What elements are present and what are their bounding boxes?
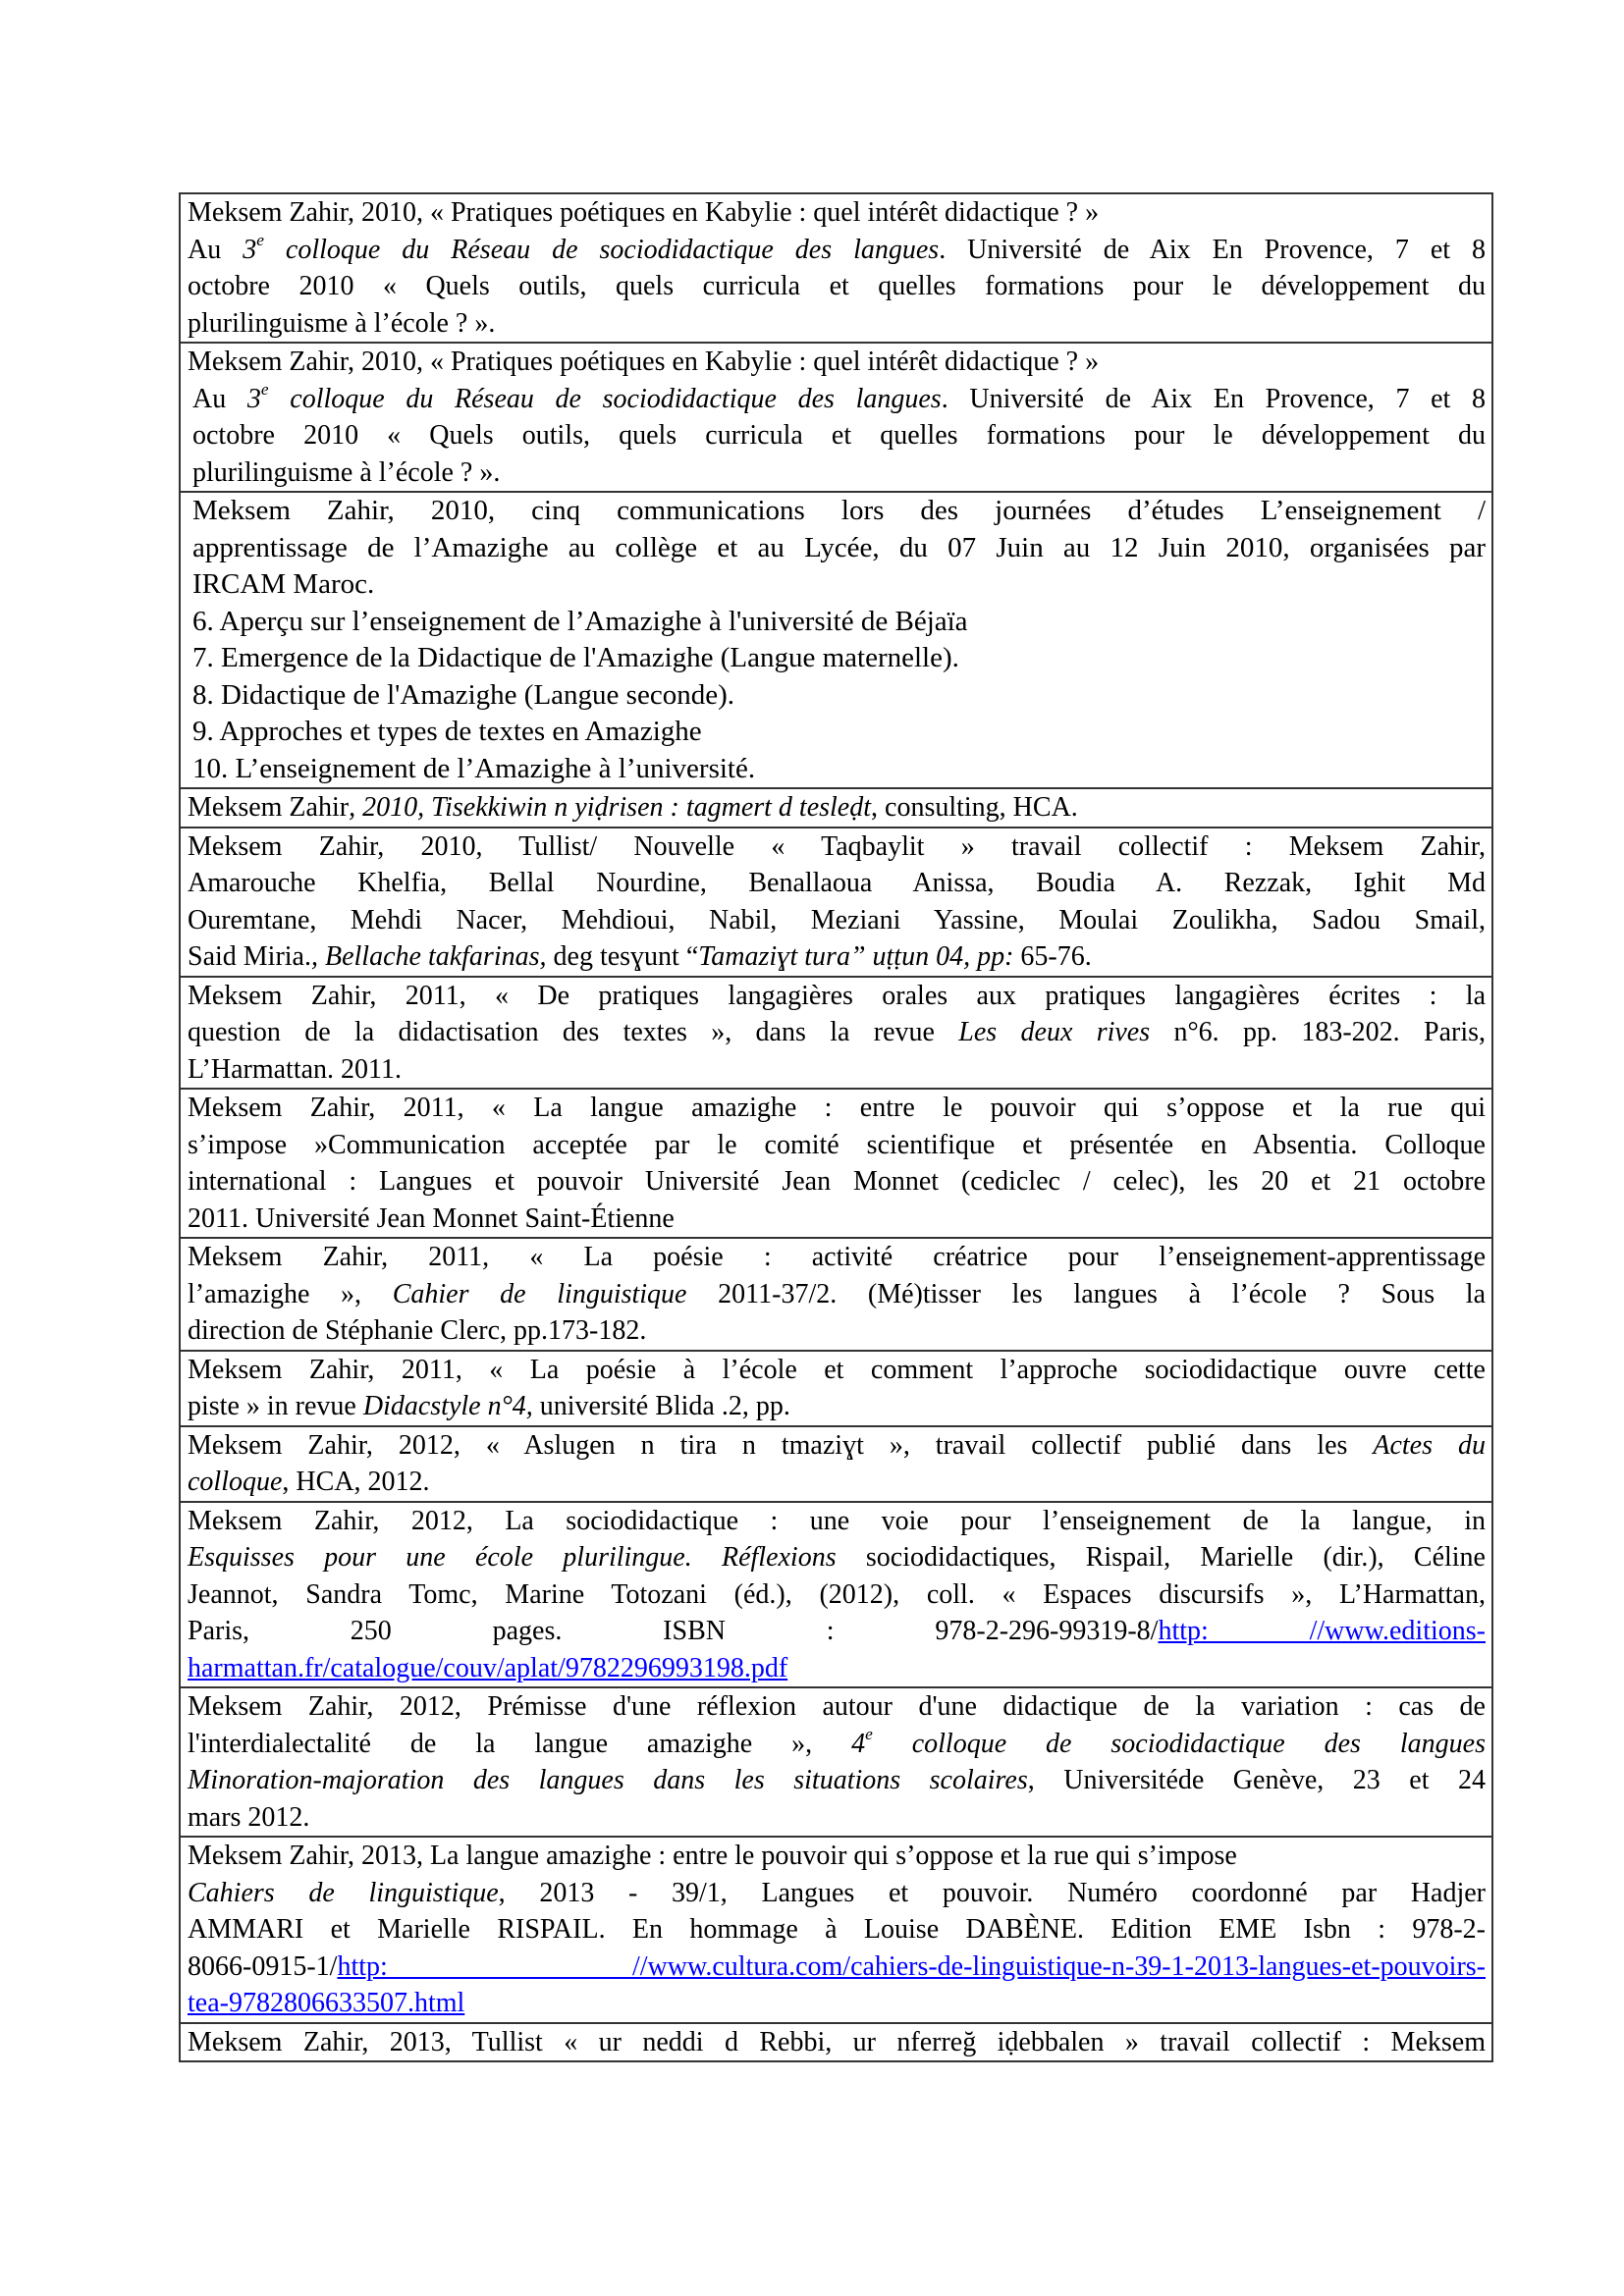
entry-line [188,1464,1486,1501]
entry-line [188,1613,1486,1650]
bibliography-entry [180,788,1492,828]
italic-title: Cahiers de linguistique [188,1877,499,1908]
ordinal: 3 [243,234,257,265]
entry-line [188,1014,1486,1051]
entry-line: octobre 2010 « Quels outils, quels curricula et quelles formations pour le développement du [188,271,1486,301]
communication-item: 9. Approches et types de textes en Amazighe [192,716,702,747]
bibliography-entry [180,343,1492,492]
table-row [180,1687,1492,1837]
entry-line: Jeannot, Sandra Tomc, Marine Totozani (éd.), (2012), coll. « Espaces discursifs », L’Harmattan, [188,1578,1486,1610]
entry-line: Meksem Zahir, 2011, « De pratiques langagières orales aux pratiques langagières écrites : la [188,980,1486,1011]
bibliography-entry [180,1687,1492,1837]
communication-item: 8. Didactique de l'Amazighe (Langue seconde). [192,678,734,711]
superscript: e [256,230,264,249]
text: , HCA, 2012. [282,1467,430,1497]
entry-line: Meksem Zahir, 2013, Tullist « ur neddi d Rebbi, ur nferreğ iḍebbalen » travail collectif : Meksem [188,2026,1486,2057]
text: Au [192,383,247,414]
communication-item: 10. L’enseignement de l’Amazighe à l’université. [192,752,756,784]
text: 8066-0915-1/ [188,1950,338,1982]
entry-line: Meksem Zahir, 2010, « Pratiques poétiques en Kabylie : quel intérêt didactique ? » [188,347,1100,377]
table-row [180,788,1492,828]
text: 65-76. [1013,941,1092,972]
text: deg tesɣunt “ [546,941,699,972]
entry-line [188,1726,1486,1763]
entry-line: plurilinguisme à l’école ? ». [192,456,501,488]
entry-line: Meksem Zahir, 2011, « La langue amazighe : entre le pouvoir qui s’oppose et la rue qui [188,1093,1486,1123]
table-row [180,193,1492,343]
bibliography-entry [180,193,1492,343]
entry-line [188,1949,1486,1986]
italic-title: colloque [188,1467,283,1497]
table-row [180,1502,1492,1688]
text: , Universitéde Genève, 23 et 24 [1027,1765,1486,1795]
italic-title: colloque du Réseau de sociodidactique des langues [263,234,940,265]
entry-line: international : Langues et pouvoir Université Jean Monnet (cediclec / celec), les 20 et 21 octobre [188,1166,1486,1197]
text: Said Miria. [188,941,311,972]
text: 2011-37/2. (Mé)tisser les langues à l’école ? Sous la [686,1278,1486,1309]
entry-line: Meksem Zahir, 2012, Prémisse d'une réflexion autour d'une didactique de la variation : cas de [188,1691,1486,1722]
cultura-link-continued[interactable]: tea-9782806633507.html [188,1988,465,2018]
text: n°6. pp. 183-202. Paris, [1150,1017,1486,1047]
ordinal: 4 [851,1728,866,1759]
entry-line: octobre 2010 « Quels outils, quels curricula et quelles formations pour le développement du [192,420,1486,451]
entry-line: Amarouche Khelfia, Bellal Nourdine, Benallaoua Anissa, Boudia A. Rezzak, Ighit Md [188,868,1486,898]
entry-line: Meksem Zahir, 2012, La sociodidactique : une voie pour l’enseignement de la langue, in [188,1505,1486,1536]
entry-line [188,1650,1486,1687]
italic-title: Didacstyle n°4, [362,1391,533,1421]
text: Au [188,234,244,265]
table-row [180,343,1492,492]
bibliography-entry [180,977,1492,1090]
italic-title: Actes du [1373,1429,1486,1461]
superscript: e [865,1724,873,1743]
bibliography-entry [180,1089,1492,1238]
entry-line: Meksem Zahir, 2010, Tullist/ Nouvelle « Taqbaylit » travail collectif : Meksem Zahir, [188,830,1486,862]
ordinal: 3 [246,383,261,414]
bibliography-entry [180,1426,1492,1502]
bibliography-entry [180,1502,1492,1688]
text: , consulting, HCA. [871,792,1078,823]
table-row [180,1426,1492,1502]
text: . Université de Aix En Provence, 7 et 8 [939,234,1486,265]
entry-line [188,232,1486,269]
bibliography-entry [180,1238,1492,1351]
bibliography-entry [180,1351,1492,1426]
entry-line: IRCAM Maroc. [192,568,375,600]
entry-line: L’Harmattan. 2011. [188,1053,402,1085]
entry-line: Meksem Zahir, 2011, « La poésie : activité créatrice pour l’enseignement-apprentissage [188,1242,1486,1272]
entry-line [188,938,1486,976]
table-row [180,1351,1492,1426]
text: Paris, 250 pages. ISBN : 978-2-296-99319-8/ [188,1616,1159,1646]
bibliography-entry [180,1837,1492,2023]
italic-title: , 2010, Tisekkiwin n yiḍrisen : tagmert d tesleḍt [349,792,872,823]
bibliography-entry [180,2023,1492,2062]
bibliography-entry [180,492,1492,788]
entry-line: direction de Stéphanie Clerc, pp.173-182. [188,1315,647,1346]
entry-line: Meksem Zahir, 2011, « La poésie à l’école et comment l’approche sociodidactique ouvre cette [188,1354,1486,1385]
document-page [179,192,1493,2062]
table-row [180,828,1492,977]
entry-line: Meksem Zahir, 2010, « Pratiques poétiques en Kabylie : quel intérêt didactique ? » [188,197,1100,228]
entry-line [188,381,1486,418]
entry-line: apprentissage de l’Amazighe au collège et au Lycée, du 07 Juin au 12 Juin 2010, organisées par [192,531,1486,563]
communication-item: 6. Aperçu sur l’enseignement de l’Amazighe à l'université de Béjaïa [192,605,968,637]
table-row [180,2023,1492,2062]
italic-text: , Bellache takfarinas, [311,941,547,972]
entry-line: AMMARI et Marielle RISPAIL. En hommage à Louise DABÈNE. Edition EME Isbn : 978-2- [188,1914,1486,1945]
italic-title: colloque de sociodidactique des langues [872,1728,1486,1759]
table-row [180,1238,1492,1351]
table-row [180,1837,1492,2023]
bibliography-entry [180,828,1492,977]
entry-line: Meksem Zahir, 2013, La langue amazighe : entre le pouvoir qui s’oppose et la rue qui s’impose [188,1841,1237,1871]
text: sociodidactiques, Rispail, Marielle (dir.), Céline [836,1542,1486,1573]
italic-title: colloque du Réseau de sociodidactique des langues [268,383,942,414]
italic-title: Minoration-majoration des langues dans les situations scolaires [188,1765,1028,1795]
entry-line: plurilinguisme à l’école ? ». [188,307,496,339]
entry-line [188,1539,1486,1576]
editions-harmattan-link-continued[interactable]: harmattan.fr/catalogue/couv/aplat/9782296993198.pdf [188,1652,788,1683]
text: université Blida .2, pp. [532,1391,790,1421]
entry-line: s’impose »Communication acceptée par le comité scientifique et présentée en Absentia. Colloque [188,1129,1486,1160]
table-row [180,492,1492,788]
entry-line: Ouremtane, Mehdi Nacer, Mehdioui, Nabil, Meziani Yassine, Moulai Zoulikha, Sadou Smail, [188,904,1486,935]
italic-title: Tamaziɣt tura” uṭṭun 04, pp: [698,941,1014,972]
text: question de la didactisation des textes », dans la revue [188,1017,959,1047]
entry-line [188,1875,1486,1912]
text: piste » in revue [188,1391,363,1421]
entry-line [188,1985,1486,2022]
superscript: e [260,379,269,399]
cultura-link[interactable]: http: //www.cultura.com/cahiers-de-linguistique-n-39-1-2013-langues-et-pouvoirs- [337,1950,1486,1982]
entry-line: mars 2012. [188,1801,310,1833]
entry-line [188,789,1486,827]
entry-line [188,1762,1486,1799]
editions-harmattan-link[interactable]: http: //www.editions- [1158,1616,1486,1646]
entry-line [188,1276,1486,1313]
text: Meksem Zahir [188,792,350,823]
text: Meksem Zahir, 2012, « Aslugen n tira n tmaziɣt », travail collectif publié dans les [188,1429,1374,1461]
text: . Université de Aix En Provence, 7 et 8 [941,383,1486,414]
italic-title: Les deux rives [958,1017,1151,1047]
communication-item: 7. Emergence de la Didactique de l'Amazighe (Langue maternelle). [192,642,959,673]
italic-title: Cahier de linguistique [392,1278,687,1309]
italic-title: Esquisses pour une école plurilingue. Réflexions [188,1542,837,1573]
text: l'interdialectalité de la langue amazighe », [188,1728,852,1759]
bibliography-table [179,192,1493,2062]
text: l’amazighe », [188,1278,393,1309]
entry-line [188,1388,1486,1425]
text: , 2013 - 39/1, Langues et pouvoir. Numéro coordonné par Hadjer [498,1877,1486,1908]
entry-line: Meksem Zahir, 2010, cinq communications lors des journées d’études L’enseignement / [192,495,1486,526]
entry-line [188,1427,1486,1465]
entry-line: 2011. Université Jean Monnet Saint-Étienne [188,1202,675,1234]
table-row [180,977,1492,1090]
table-row [180,1089,1492,1238]
